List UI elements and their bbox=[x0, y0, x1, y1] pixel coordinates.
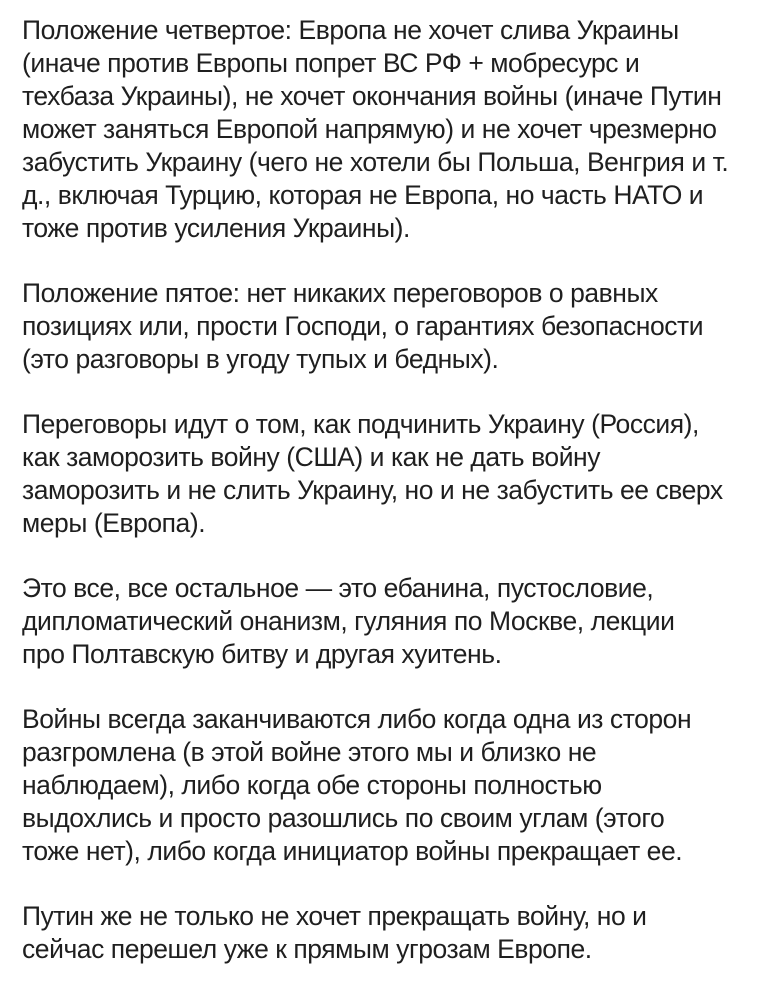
text-line: про Полтавскую битву и другая хуитень. bbox=[22, 639, 502, 669]
paragraph-position-four bbox=[22, 14, 752, 245]
text-line: сейчас перешел уже к прямым угрозам Европе. bbox=[22, 934, 592, 964]
text-line: (иначе против Европы попрет ВС РФ + мобресурс и bbox=[22, 48, 640, 78]
text-line: дипломатический онанизм, гуляния по Москве, лекции bbox=[22, 606, 675, 636]
text-line: меры (Европа). bbox=[22, 508, 206, 538]
text-line: Положение четвертое: Европа не хочет слива Украины bbox=[22, 15, 679, 45]
paragraph-how-wars-end bbox=[22, 703, 752, 868]
text-line: д., включая Турцию, которая не Европа, но часть НАТО и bbox=[22, 180, 704, 210]
paragraph-putin-threats bbox=[22, 900, 752, 966]
text-line: техбаза Украины), не хочет окончания войны (иначе Путин bbox=[22, 81, 722, 111]
text-line: как заморозить войну (США) и как не дать войну bbox=[22, 442, 601, 472]
paragraph-everything-else bbox=[22, 572, 752, 671]
text-line: забустить Украину (чего не хотели бы Польша, Венгрия и т. bbox=[22, 147, 729, 177]
post-body bbox=[22, 14, 752, 998]
text-line: Переговоры идут о том, как подчинить Украину (Россия), bbox=[22, 409, 699, 439]
text-line: Это все, все остальное — это ебанина, пустословие, bbox=[22, 573, 654, 603]
text-line: наблюдаем), либо когда обе стороны полностью bbox=[22, 770, 602, 800]
paragraph-position-five bbox=[22, 277, 752, 376]
text-line: тоже против усиления Украины). bbox=[22, 213, 410, 243]
text-line: выдохлись и просто разошлись по своим углам (этого bbox=[22, 803, 665, 833]
paragraph-negotiations bbox=[22, 408, 752, 540]
text-line: заморозить и не слить Украину, но и не забустить ее сверх bbox=[22, 475, 723, 505]
text-line: разгромлена (в этой войне этого мы и близко не bbox=[22, 737, 597, 767]
text-line: может заняться Европой напрямую) и не хочет чрезмерно bbox=[22, 114, 717, 144]
text-line: Положение пятое: нет никаких переговоров о равных bbox=[22, 278, 658, 308]
text-line: Войны всегда заканчиваются либо когда одна из сторон bbox=[22, 704, 692, 734]
text-line: Путин же не только не хочет прекращать войну, но и bbox=[22, 901, 647, 931]
text-line: (это разговоры в угоду тупых и бедных). bbox=[22, 344, 499, 374]
text-line: тоже нет), либо когда инициатор войны прекращает ее. bbox=[22, 836, 683, 866]
text-line: позициях или, прости Господи, о гарантиях безопасности bbox=[22, 311, 704, 341]
